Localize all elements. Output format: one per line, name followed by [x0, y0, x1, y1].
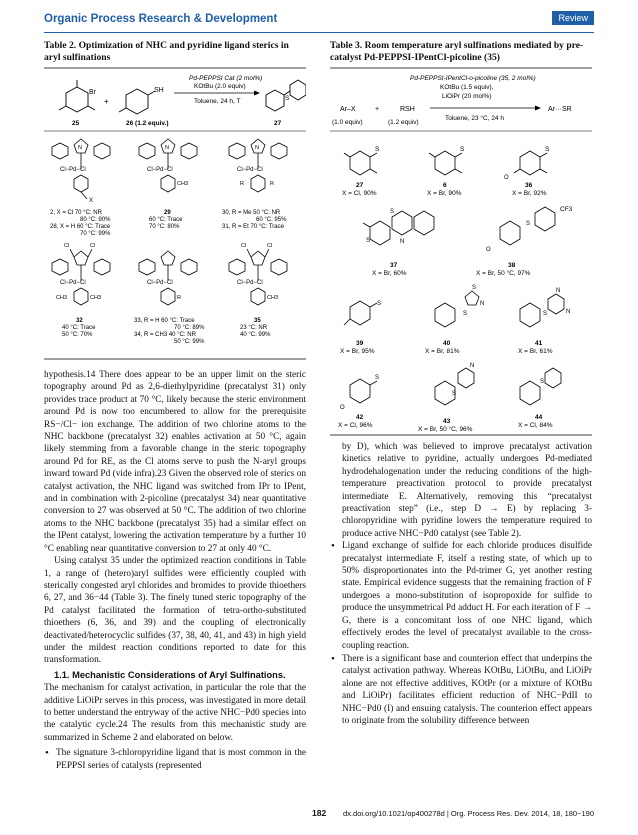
- reactant-aryl-bromide: [59, 80, 95, 112]
- product-structures-row-4: [350, 368, 561, 405]
- paragraph-2: Using catalyst 35 under the optimized reaction conditions in Table 1, a range of (hetero)aryl sulfides were efficiently coupled with sterically congested aryl chlorides and bromides to provide thioethers 6, 27, and 36−44 (Table 3). The finely tuned steric topography of the Pd catalyst facilitated the formation of tetra-ortho-substituted thioethers (6, 36, and 39) and the coupling of electronically deactivated/heterocyclic sulfides (37, 38, 40, 41, and 43) in high yield under the mildest reaction conditions reported to date for this transformation.: [44, 556, 306, 666]
- header-rule: [44, 32, 594, 33]
- table2-figure: [44, 67, 306, 365]
- entry-6-line1: 35: [254, 318, 261, 324]
- item-44-res: X = Cl, 84%: [518, 422, 553, 429]
- doi-link[interactable]: dx.doi.org/10.1021/op400278d | Org. Process Res. Dev. 2014, 18, 180−190: [343, 809, 594, 818]
- svg-text:S: S: [390, 209, 395, 215]
- product-structures-row-1: [344, 151, 547, 175]
- item-6-id: 6: [443, 182, 447, 189]
- svg-text:Cl−Pd−Cl: Cl−Pd−Cl: [60, 280, 86, 286]
- entry-5-line3: 34, R = CH3 40 °C: NR: [134, 332, 196, 338]
- entry-2-line3: 70 °C: 80%: [149, 224, 180, 230]
- svg-text:S: S: [526, 221, 531, 227]
- entry-3-line3: 31, R = Et 70 °C: Trace: [222, 224, 284, 230]
- item-38-id: 38: [508, 262, 516, 269]
- svg-text:Cl: Cl: [267, 243, 273, 249]
- bullet-list-left: [44, 747, 306, 772]
- table3-catalyst: Pd-PEPPSI-IPentCl-o-picoline (35, 2 mol%): [410, 75, 536, 82]
- svg-text:R: R: [177, 295, 181, 301]
- svg-text:CH3: CH3: [177, 181, 189, 187]
- svg-text:N: N: [480, 301, 485, 307]
- item-36-id: 36: [525, 182, 533, 189]
- table2-base: KOtBu (2.0 equiv): [194, 83, 246, 90]
- item-43-id: 43: [443, 418, 451, 425]
- svg-text:N: N: [165, 145, 169, 151]
- catalyst-row-2: [52, 249, 287, 305]
- item-38-res: X = Br, 50 °C, 97%: [476, 270, 531, 277]
- plus-sign: +: [104, 97, 109, 106]
- svg-text:S: S: [543, 311, 548, 317]
- entry-1-line1: 2, X = Cl 70 °C: NR: [50, 210, 102, 216]
- bullet-item-1: • The signature 3-chloropyridine ligand that is most common in the PEPPSI series of catalysts (represented: [44, 747, 306, 772]
- item-42-res: X = Cl, 96%: [338, 422, 373, 429]
- entry-6-line3: 40 °C: 99%: [240, 332, 271, 338]
- svg-text:CH3: CH3: [90, 295, 102, 301]
- table3-reactant2: RSH: [400, 106, 415, 113]
- entry-3-line2: 60 °C: 95%: [256, 217, 287, 223]
- svg-text:CH3: CH3: [56, 295, 68, 301]
- entry-1-line3: 28, X = H 60 °C: Trace: [50, 224, 111, 230]
- section-heading: 1.1. Mechanistic Considerations of Aryl Sulfinations.: [54, 669, 286, 680]
- product-structures-row-3: [344, 291, 564, 327]
- running-header: [44, 10, 594, 32]
- item-42-id: 42: [356, 414, 364, 421]
- item-37-id: 37: [390, 262, 398, 269]
- svg-text:N: N: [556, 288, 561, 294]
- svg-text:O: O: [486, 247, 491, 253]
- table2-catalyst: Pd-PEPPSI Cat (2 mol%): [189, 75, 263, 82]
- page-footer: [44, 808, 594, 824]
- svg-text:Cl−Pd−Cl: Cl−Pd−Cl: [147, 167, 173, 173]
- paragraph-1: hypothesis.14 There does appear to be an upper limit on the steric topography around Pd as 2,6-diethylpyridine (precatalyst 31) only provides trace product at 70 °C, likely because the steric environment around Pd is now too encumbered to allow for the prerequisite RS−/Cl− ion exchange. The addition of two chlorine atoms to the NHC backbone (precatalyst 32) enables activation at 50 °C, again likely stemming from a favorable change in the steric topography around Pd for RE, as the Cl atoms serve to push the N-aryl groups inward toward Pd (vide infra).23 Given the observed role of sterics on catalyst activation, the NHC ligand was switched from IPr to IPent, and in combination with 2-picoline (precatalyst 34) near quantitative conversion to 27 was observed at 50 °C. The addition of two chlorine atoms to the NHC backbone (precatalyst 35) had a similar effect on the IPent catalyst, lowering the activation temperature by a further 10 °C enabling near quantitative conversion to 27 at only 40 °C.: [44, 370, 306, 554]
- bullet-item-3: • There is a significant base and counterion effect that underpins the catalyst activation pathway. Whereas KOtBu, LiOtBu, and LiOiPr alone are not effective additives, KOtPr (or a mixture of KOtBu and LiOiPr) facilitates efficient reduction of NHC−PdII to NHC−Pd0 (I) and ensuing catalysis. The counterion effect appears to originate from the solubility difference between: [330, 653, 592, 727]
- left-body-text: [44, 369, 306, 772]
- item-41-res: X = Br, 61%: [518, 348, 553, 355]
- entry-5-line2: 70 °C: 89%: [174, 325, 205, 331]
- bullet-continuation: by D), which was believed to improve precatalyst activation kinetics relative to pyridine, actually undergoes Pd-mediated hydrodehalogenation under the reducing conditions of the high-temperature preactivation protocol to provide precatalyst intermediate E. Alternatively, removing this “precatalyst preactivation step” (i.e., step D → E) by replacing 3-chloropyridine with pyridine lowers the temperature required to produce active NHC−Pd0 catalyst (see Table 2).: [342, 442, 592, 539]
- catalyst-structure-35: [229, 249, 287, 305]
- entry-3-line1: 30, R = Me 50 °C: NR: [222, 210, 281, 216]
- table3-additive: LiOiPr (20 mol%): [442, 93, 492, 100]
- svg-text:N: N: [400, 239, 405, 245]
- item-6-res: X = Br, 90%: [427, 190, 462, 197]
- item-43-res: X = Br, 50 °C, 96%: [418, 426, 473, 433]
- entry-2-line2: 60 °C: Trace: [149, 217, 183, 223]
- svg-text:S: S: [375, 375, 380, 381]
- svg-text:Cl: Cl: [90, 243, 96, 249]
- svg-text:S: S: [463, 311, 468, 317]
- svg-text:N: N: [255, 145, 259, 151]
- item-39-id: 39: [356, 340, 364, 347]
- page-number: 182: [312, 808, 327, 818]
- svg-text:Cl: Cl: [241, 243, 247, 249]
- svg-text:R: R: [240, 181, 244, 187]
- left-column: [44, 40, 306, 773]
- right-column: [330, 40, 592, 728]
- entry-2-line1: 29: [164, 210, 171, 216]
- entry-6-line2: 23 °C: NR: [240, 325, 268, 331]
- item-39-res: X = Br, 95%: [340, 348, 375, 355]
- bullet-list-right: [330, 540, 592, 727]
- table2-conditions: Toluene, 24 h, T: [194, 98, 241, 105]
- catalyst-structure-33-34: [139, 251, 197, 305]
- entry-5-line1: 33, R = H 60 °C: Trace: [134, 318, 195, 324]
- svg-text:O: O: [504, 175, 509, 181]
- entry-4-line2: 40 °C: Trace: [62, 325, 96, 331]
- svg-text:Cl−Pd−Cl: Cl−Pd−Cl: [147, 280, 173, 286]
- cmpd-26-label: 26 (1.2 equiv.): [126, 120, 169, 127]
- table3-figure: [330, 67, 592, 487]
- svg-text:S: S: [545, 146, 550, 153]
- item-37-res: X = Br, 60%: [372, 270, 407, 277]
- item-40-id: 40: [443, 340, 451, 347]
- svg-text:S: S: [366, 238, 371, 244]
- entry-4-line1: 32: [76, 318, 83, 324]
- table3-base: KOtBu (1.5 equiv),: [440, 84, 494, 91]
- table2-caption: Table 2. Optimization of NHC and pyridine ligand sterics in aryl sulfinations: [44, 40, 289, 63]
- cmpd-25-label: 25: [72, 120, 80, 127]
- entry-1-line2: 80 °C: 90%: [80, 217, 111, 223]
- reactant-thiol: [119, 89, 155, 114]
- section-badge: Review: [552, 11, 594, 25]
- table3-product: Ar···SR: [548, 106, 572, 113]
- item-27-id: 27: [356, 182, 364, 189]
- svg-text:S: S: [377, 301, 382, 307]
- svg-text:S: S: [452, 391, 457, 397]
- svg-text:N: N: [470, 363, 475, 369]
- svg-text:CF3: CF3: [560, 206, 573, 213]
- svg-text:S: S: [460, 146, 465, 153]
- svg-text:N: N: [566, 309, 571, 315]
- right-body-text: [330, 441, 592, 727]
- svg-text:S: S: [540, 379, 545, 385]
- svg-text:Cl−Pd−Cl: Cl−Pd−Cl: [60, 167, 86, 173]
- svg-text:Cl−Pd−Cl: Cl−Pd−Cl: [237, 280, 263, 286]
- svg-text:Cl−Pd−Cl: Cl−Pd−Cl: [237, 167, 263, 173]
- svg-text:S: S: [375, 146, 380, 153]
- item-27-res: X = Cl, 90%: [342, 190, 377, 197]
- reactant-sh-label: SH: [154, 87, 164, 94]
- cmpd-27-label: 27: [274, 120, 282, 127]
- svg-text:S: S: [472, 285, 477, 291]
- item-41-id: 41: [535, 340, 543, 347]
- reactant-br-label: Br: [89, 89, 96, 96]
- paragraph-3: The mechanism for catalyst activation, in particular the role that the additive LiOiPr serves in this process, was investigated in more detail to better understand the entryway of the active NHC−Pd0 species into the catalytic cycle.24 The results from this mechanistic study are summarized in Scheme 2 and elaborated on below.: [44, 683, 306, 743]
- svg-text:R: R: [270, 181, 274, 187]
- svg-text:Cl: Cl: [64, 243, 70, 249]
- table3-reactant1: Ar–X: [340, 106, 356, 113]
- item-36-res: X = Br, 92%: [512, 190, 547, 197]
- bullet-item-2: • Ligand exchange of sulfide for each chloride produces disulfide precatalyst intermediate F, itself a resting state, of which up to 50% disproportionates into the Pd-trimer G, yet another resting state. Empirical evidence suggests that the remaining fraction of F undergoes a mono-substitution of isopropoxide for sulfide to produce the unsymmetrical Pd adduct H. For each iteration of F → G, there is a concomitant loss of one NHC ligand, which effectively erodes the level of precatalyst available to the cross-coupling reaction.: [330, 540, 592, 652]
- svg-text:O: O: [340, 405, 345, 411]
- table3-caption: Table 3. Room temperature aryl sulfinations mediated by pre-catalyst Pd-PEPPSI-IPentCl-picoline (35): [330, 40, 584, 63]
- item-44-id: 44: [535, 414, 543, 421]
- svg-text:CH3: CH3: [267, 295, 279, 301]
- table3-conditions: Toluene, 23 °C, 24 h: [445, 115, 504, 122]
- table3-plus: +: [375, 106, 380, 113]
- table3-eq2: (1.2 equiv): [388, 119, 419, 126]
- journal-title[interactable]: Organic Process Research & Development: [44, 13, 278, 25]
- entry-5-line4: 50 °C: 99%: [174, 339, 205, 345]
- svg-text:X: X: [89, 198, 94, 204]
- item-40-res: X = Br, 81%: [425, 348, 460, 355]
- svg-text:S: S: [285, 95, 290, 102]
- entry-1-line4: 70 °C: 99%: [80, 231, 111, 237]
- entry-4-line3: 50 °C: 70%: [62, 332, 93, 338]
- table3-eq1: (1.0 equiv): [332, 119, 363, 126]
- svg-text:N: N: [78, 145, 82, 151]
